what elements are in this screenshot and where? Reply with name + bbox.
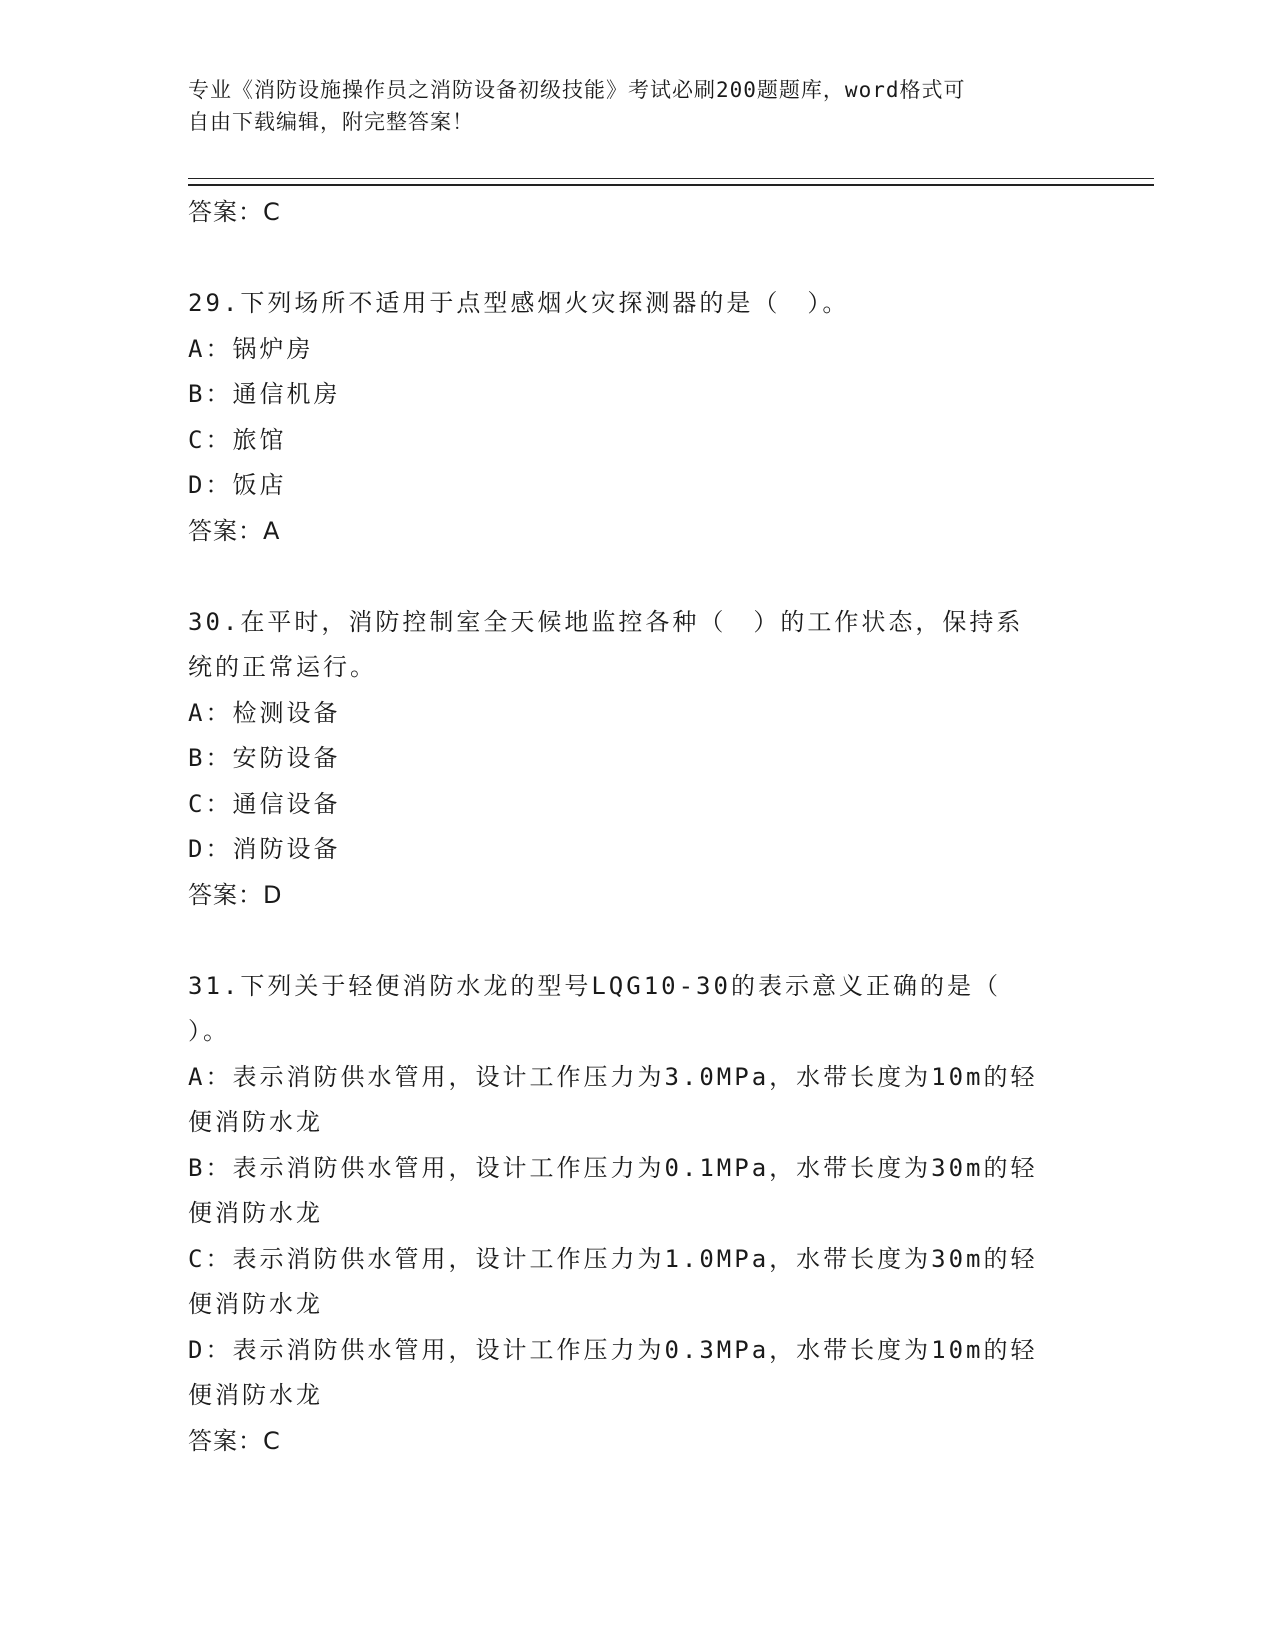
option-b-continued: 便消防水龙 xyxy=(188,1199,323,1227)
option-a: A：检测设备 xyxy=(188,698,341,727)
question-stem: 29.下列场所不适用于点型感烟火灾探测器的是（ ）。 xyxy=(188,289,850,317)
question-29 xyxy=(188,281,1088,554)
option-a-continued: 便消防水龙 xyxy=(188,1108,323,1136)
option-d: D：饭店 xyxy=(188,471,287,499)
question-list xyxy=(188,190,1088,1464)
option-c: C：旅馆 xyxy=(188,425,287,454)
header-divider xyxy=(188,178,1154,186)
spacer xyxy=(188,918,1088,964)
option-d: D：消防设备 xyxy=(188,835,341,863)
spacer xyxy=(188,236,1088,282)
spacer xyxy=(188,554,1088,600)
option-c: C：表示消防供水管用，设计工作压力为1.0MPa，水带长度为30m的轻 xyxy=(188,1244,1038,1273)
question-stem: 31.下列关于轻便消防水龙的型号LQG10-30的表示意义正确的是（ xyxy=(188,971,1001,1000)
question-stem-continued: 统的正常运行。 xyxy=(188,653,377,681)
option-d-continued: 便消防水龙 xyxy=(188,1381,323,1409)
header-line-1: 专业《消防设施操作员之消防设备初级技能》考试必刷200题题库，word格式可 xyxy=(188,78,966,102)
question-30 xyxy=(188,600,1088,919)
option-d: D：表示消防供水管用，设计工作压力为0.3MPa，水带长度为10m的轻 xyxy=(188,1335,1038,1364)
answer-q28: 答案：C xyxy=(188,198,281,226)
option-c: C：通信设备 xyxy=(188,789,341,818)
option-b: B：表示消防供水管用，设计工作压力为0.1MPa，水带长度为30m的轻 xyxy=(188,1153,1038,1182)
option-b: B：安防设备 xyxy=(188,744,341,772)
question-31 xyxy=(188,964,1088,1465)
option-a: A：表示消防供水管用，设计工作压力为3.0MPa，水带长度为10m的轻 xyxy=(188,1062,1038,1091)
answer-q31: 答案：C xyxy=(188,1426,281,1455)
question-stem: 30.在平时，消防控制室全天候地监控各种（ ）的工作状态，保持系 xyxy=(188,607,1024,636)
question-stem-continued: ）。 xyxy=(188,1017,230,1045)
page-header xyxy=(188,74,1068,138)
option-c-continued: 便消防水龙 xyxy=(188,1290,323,1318)
option-a: A：锅炉房 xyxy=(188,334,314,363)
option-b: B：通信机房 xyxy=(188,380,341,408)
header-line-2: 自由下载编辑，附完整答案！ xyxy=(188,110,474,134)
answer-q29: 答案：A xyxy=(188,516,281,545)
answer-q30: 答案：D xyxy=(188,880,283,909)
